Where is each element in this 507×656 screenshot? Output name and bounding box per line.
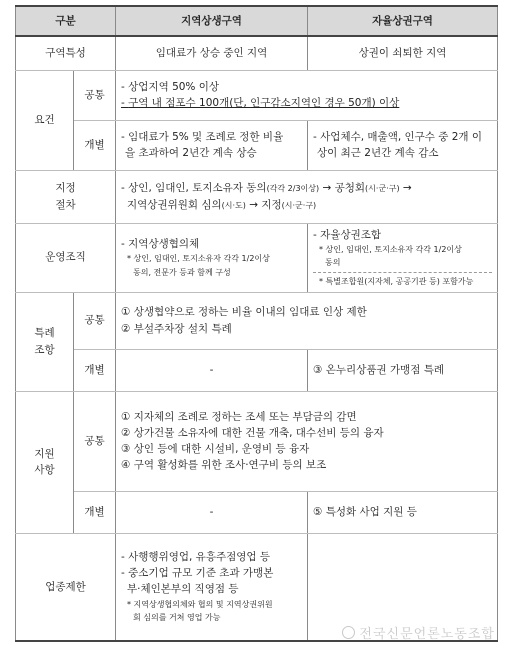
support-individual-label: 개별 bbox=[74, 491, 116, 533]
traits-autonomous: 상권이 쇠퇴한 지역 bbox=[308, 36, 498, 70]
requirements-individual-row bbox=[16, 120, 498, 170]
designation-line-2: 지역상권위원회 심의(시·도) → 지정(시·군·구) bbox=[127, 198, 317, 211]
designation-content bbox=[116, 170, 498, 223]
header-autonomous-zone: 자율상권구역 bbox=[308, 6, 498, 36]
comparison-table bbox=[15, 5, 498, 642]
operation-local: - 지역상생협의체 * 상인, 임대인, 토지소유자 각각 1/2이상 동의, 전문가 등과 함께 구성 bbox=[116, 223, 308, 292]
designation-line-1: - 상인, 임대인, 토지소유자 동의(각각 2/3이상) → 공청회(시·군·구) → bbox=[121, 182, 412, 195]
operation-row bbox=[16, 223, 498, 292]
support-common-content: ① 지자체의 조례로 정하는 조세 또는 부담금의 감면 ② 상가건물 소유자에 대한 건물 개축, 대수선비 등의 융자 ③ 상인 등에 대한 시설비, 운영비 등 융자 ④ 구역 활성화를 위한 조사·연구비 등의 보조 bbox=[116, 391, 498, 491]
operation-autonomous: - 자율상권조합 * 상인, 임대인, 토지소유자 각각 1/2이상 동의 * 특별조합원(지자체, 공공기관 등) 포함가능 bbox=[308, 223, 498, 292]
special-label: 특례 조항 bbox=[16, 292, 74, 391]
requirements-common-line-1: - 상업지역 50% 이상 bbox=[121, 80, 220, 93]
requirements-local: - 임대료가 5% 및 조례로 정한 비율 을 초과하여 2년간 계속 상승 bbox=[116, 120, 308, 170]
requirements-common-row bbox=[16, 70, 498, 120]
union-logo-icon bbox=[342, 626, 355, 639]
requirements-autonomous: - 사업체수, 매출액, 인구수 중 2개 이 상이 최근 2년간 계속 감소 bbox=[308, 120, 498, 170]
special-individual-label: 개별 bbox=[74, 349, 116, 391]
requirements-common-label: 공통 bbox=[74, 70, 116, 120]
business-label: 업종제한 bbox=[16, 533, 116, 641]
support-autonomous: ⑤ 특성화 사업 지원 등 bbox=[308, 491, 498, 533]
watermark: 전국신문언론노동조합 bbox=[342, 623, 495, 642]
header-category: 구분 bbox=[16, 6, 116, 36]
requirements-label: 요건 bbox=[16, 70, 74, 170]
special-common-content: ① 상생협약으로 정하는 비율 이내의 임대료 인상 제한 ② 부설주차장 설치 특례 bbox=[116, 292, 498, 349]
special-common-label: 공통 bbox=[74, 292, 116, 349]
special-local: - bbox=[116, 349, 308, 391]
traits-local: 임대료가 상승 중인 지역 bbox=[116, 36, 308, 70]
requirements-common-content bbox=[116, 70, 498, 120]
traits-label: 구역특성 bbox=[16, 36, 116, 70]
requirements-individual-label: 개별 bbox=[74, 120, 116, 170]
support-label: 지원 사항 bbox=[16, 391, 74, 533]
special-individual-row bbox=[16, 349, 498, 391]
header-local-zone: 지역상생구역 bbox=[116, 6, 308, 36]
support-individual-row bbox=[16, 491, 498, 533]
special-common-row bbox=[16, 292, 498, 349]
requirements-common-line-2: - 구역 내 점포수 100개(단, 인구감소지역인 경우 50개) 이상 bbox=[121, 97, 400, 109]
header-row bbox=[16, 6, 498, 36]
operation-label: 운영조직 bbox=[16, 223, 116, 292]
support-local: - bbox=[116, 491, 308, 533]
designation-label: 지정 절차 bbox=[16, 170, 116, 223]
support-common-label: 공통 bbox=[74, 391, 116, 491]
business-local: - 사행행위영업, 유흥주점영업 등 - 중소기업 규모 기준 초과 가맹본 부·체인본부의 직영점 등 * 지역상생협의체와 협의 및 지역상권위원 회 심의를 거쳐 영업 가능 bbox=[116, 533, 308, 641]
designation-row bbox=[16, 170, 498, 223]
support-common-row bbox=[16, 391, 498, 491]
special-autonomous: ③ 온누리상품권 가맹점 특례 bbox=[308, 349, 498, 391]
traits-row bbox=[16, 36, 498, 70]
